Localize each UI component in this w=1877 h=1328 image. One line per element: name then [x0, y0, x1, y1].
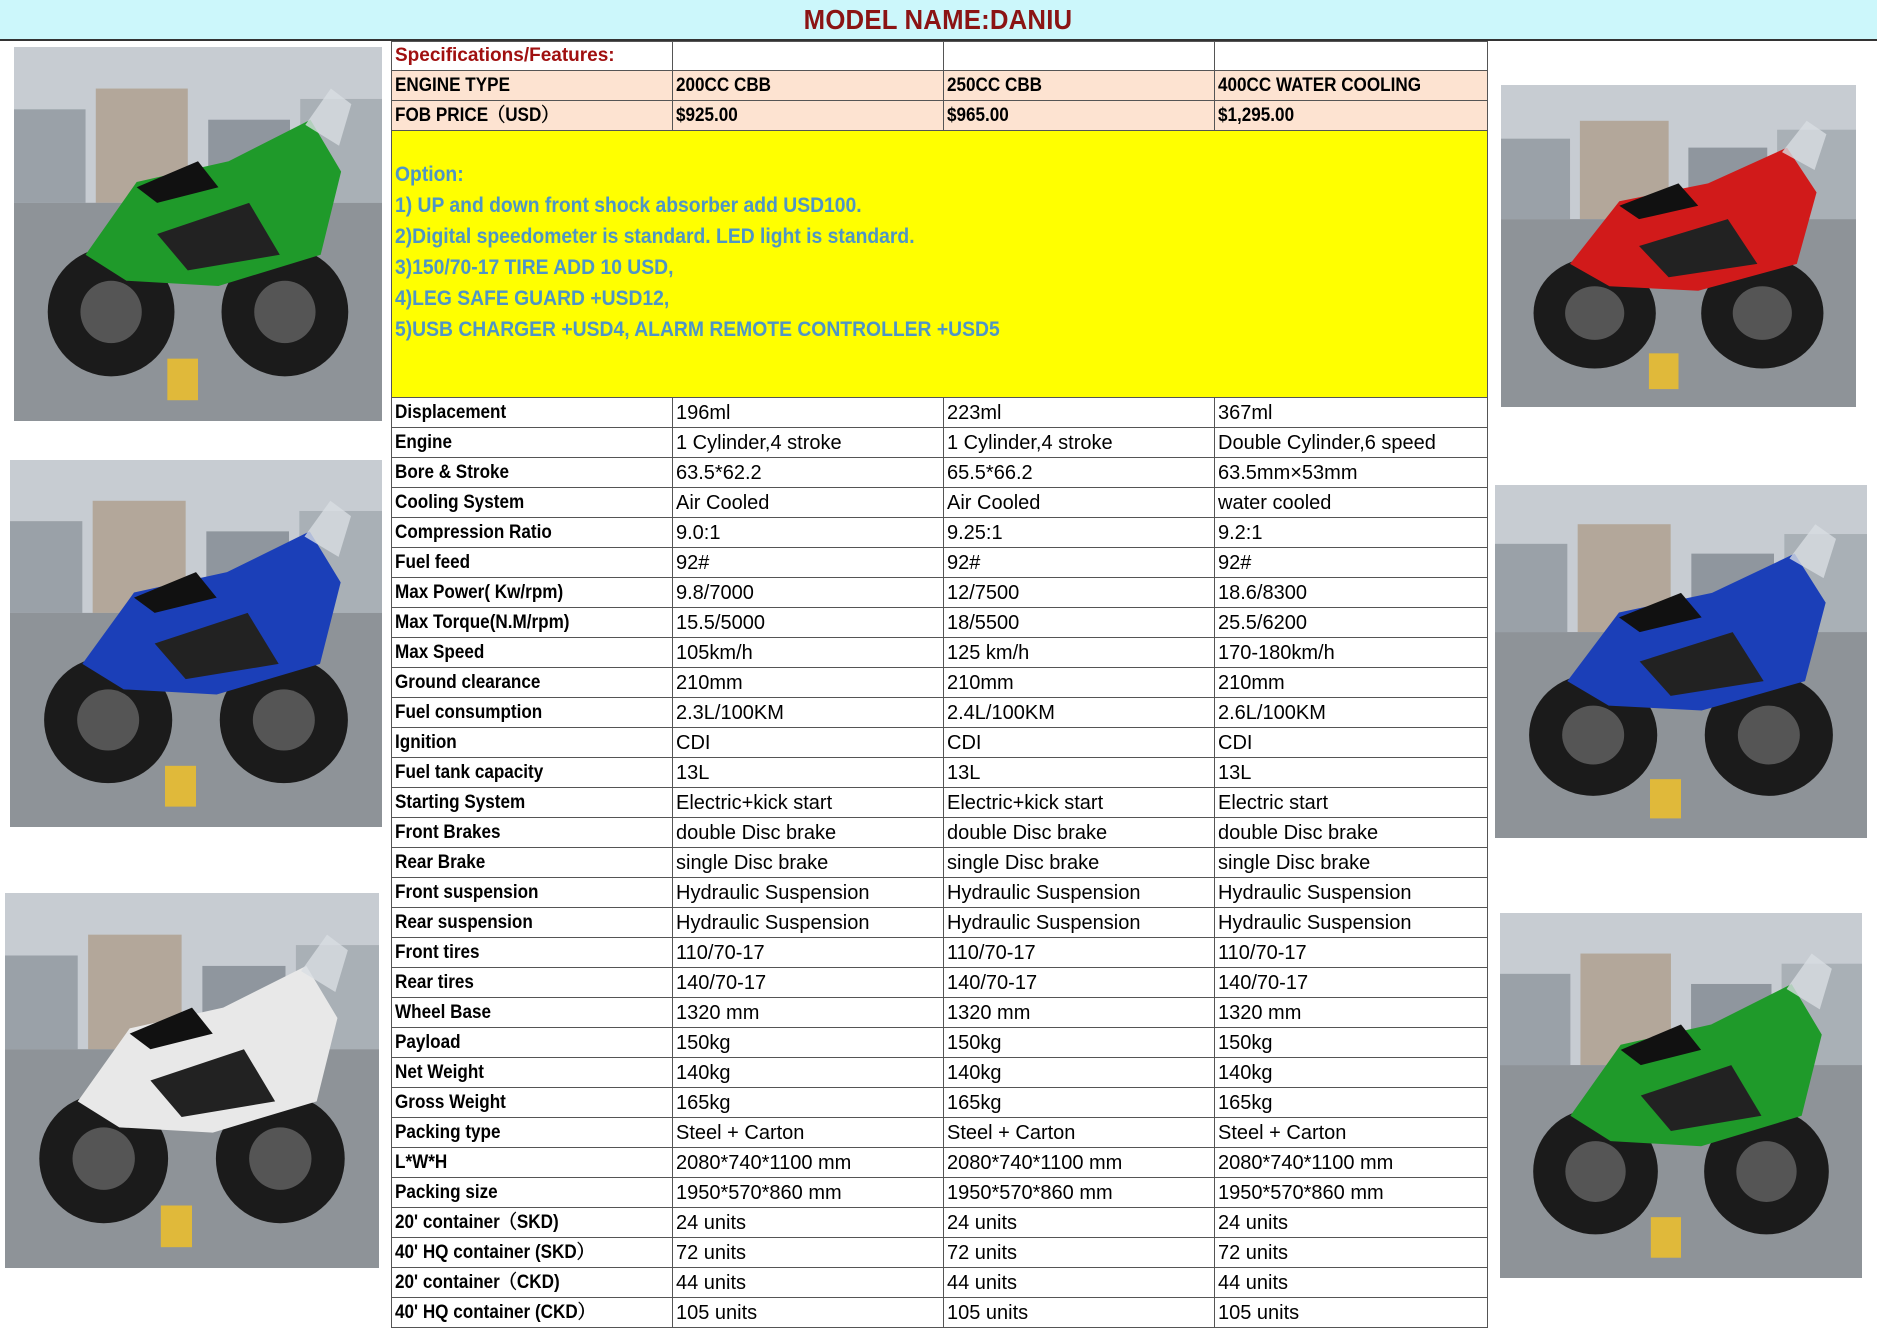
- spec-label: 20' container（CKD): [395, 1272, 560, 1293]
- spec-value: 210mm: [944, 668, 1215, 698]
- spec-value: 210mm: [673, 668, 944, 698]
- spec-value: 13L: [1215, 758, 1488, 788]
- spec-row: [392, 458, 1488, 488]
- title-bar: [0, 0, 1877, 41]
- spec-value: 165kg: [944, 1088, 1215, 1118]
- spec-label: Packing size: [395, 1182, 498, 1203]
- spec-value: 9.25:1: [944, 518, 1215, 548]
- spec-value: 150kg: [1215, 1028, 1488, 1058]
- spec-row: [392, 578, 1488, 608]
- spec-label: Front Brakes: [395, 822, 501, 843]
- spec-value: 165kg: [1215, 1088, 1488, 1118]
- spec-label: Gross Weight: [395, 1092, 506, 1113]
- spec-value: 140kg: [1215, 1058, 1488, 1088]
- spec-value: double Disc brake: [673, 818, 944, 848]
- spec-value: 9.8/7000: [673, 578, 944, 608]
- spec-value: 196ml: [673, 398, 944, 428]
- spec-label: Ground clearance: [395, 672, 541, 693]
- spec-value: Hydraulic Suspension: [944, 908, 1215, 938]
- spec-label: Bore & Stroke: [395, 462, 510, 483]
- spec-value: Steel + Carton: [673, 1118, 944, 1148]
- spec-label: 40' HQ container (CKD）: [395, 1302, 595, 1323]
- spec-value: Hydraulic Suspension: [1215, 908, 1488, 938]
- spec-row: [392, 968, 1488, 998]
- motorcycle-image: [5, 893, 379, 1268]
- option-line: 1) UP and down front shock absorber add USD100.: [395, 194, 862, 217]
- spec-row: [392, 518, 1488, 548]
- spec-value: 44 units: [673, 1268, 944, 1298]
- spec-value: 2.3L/100KM: [673, 698, 944, 728]
- spec-row: [392, 998, 1488, 1028]
- spec-value: double Disc brake: [1215, 818, 1488, 848]
- spec-value: 150kg: [673, 1028, 944, 1058]
- spec-row: [392, 548, 1488, 578]
- spec-row: [392, 1178, 1488, 1208]
- spec-row: [392, 788, 1488, 818]
- spec-value: Double Cylinder,6 speed: [1215, 428, 1488, 458]
- spec-value: double Disc brake: [944, 818, 1215, 848]
- motorcycle-image: [1495, 485, 1867, 838]
- spec-value: 1 Cylinder,4 stroke: [673, 428, 944, 458]
- spec-value: 2.6L/100KM: [1215, 698, 1488, 728]
- spec-row: [392, 728, 1488, 758]
- options-block: [392, 131, 1488, 398]
- spec-label: Packing type: [395, 1122, 501, 1143]
- spec-value: 110/70-17: [673, 938, 944, 968]
- spec-value: 1 Cylinder,4 stroke: [944, 428, 1215, 458]
- option-line: 2)Digital speedometer is standard. LED light is standard.: [395, 225, 915, 248]
- spec-value: 63.5mm×53mm: [1215, 458, 1488, 488]
- spec-label: Fuel feed: [395, 552, 471, 573]
- spec-value: CDI: [673, 728, 944, 758]
- spec-row: [392, 1058, 1488, 1088]
- spec-label: Starting System: [395, 792, 526, 813]
- spec-label: Cooling System: [395, 492, 525, 513]
- spec-value: 18/5500: [944, 608, 1215, 638]
- spec-row: [392, 908, 1488, 938]
- spec-value: Hydraulic Suspension: [673, 878, 944, 908]
- spec-value: Electric+kick start: [673, 788, 944, 818]
- photo-white-left: [5, 893, 379, 1268]
- photo-red-right: [1501, 85, 1856, 407]
- engine-type-row: [392, 71, 1488, 101]
- spec-row: [392, 848, 1488, 878]
- photo-blue-right: [1495, 485, 1867, 838]
- spec-value: 1320 mm: [944, 998, 1215, 1028]
- spec-row: [392, 398, 1488, 428]
- spec-label: Wheel Base: [395, 1002, 491, 1023]
- spec-label: Front suspension: [395, 882, 539, 903]
- spec-value: 44 units: [944, 1268, 1215, 1298]
- spec-value: 9.0:1: [673, 518, 944, 548]
- spec-value: Steel + Carton: [1215, 1118, 1488, 1148]
- spec-value: 1320 mm: [1215, 998, 1488, 1028]
- spec-value: 105 units: [1215, 1298, 1488, 1328]
- spec-label: 40' HQ container (SKD）: [395, 1242, 594, 1263]
- spec-value: 105 units: [673, 1298, 944, 1328]
- motorcycle-image: [1501, 85, 1856, 407]
- spec-label: Max Torque(N.M/rpm): [395, 612, 570, 633]
- spec-value: 170-180km/h: [1215, 638, 1488, 668]
- option-line: 4)LEG SAFE GUARD +USD12,: [395, 287, 670, 310]
- spec-value: 12/7500: [944, 578, 1215, 608]
- spec-label: L*W*H: [395, 1152, 448, 1173]
- spec-row: [392, 638, 1488, 668]
- spec-value: 24 units: [1215, 1208, 1488, 1238]
- spec-value: 150kg: [944, 1028, 1215, 1058]
- spec-value: 63.5*62.2: [673, 458, 944, 488]
- fob-price-200: $925.00: [676, 105, 738, 126]
- spec-row: [392, 608, 1488, 638]
- spec-value: 223ml: [944, 398, 1215, 428]
- spec-value: 92#: [673, 548, 944, 578]
- spec-label: Displacement: [395, 402, 507, 423]
- spec-row: [392, 1118, 1488, 1148]
- spec-row: [392, 1028, 1488, 1058]
- spec-value: 18.6/8300: [1215, 578, 1488, 608]
- spec-row: [392, 1298, 1488, 1328]
- spec-value: single Disc brake: [673, 848, 944, 878]
- spec-value: 1320 mm: [673, 998, 944, 1028]
- spec-row: [392, 758, 1488, 788]
- spec-label: Rear tires: [395, 972, 474, 993]
- option-line: 3)150/70-17 TIRE ADD 10 USD,: [395, 256, 674, 279]
- spec-row: [392, 698, 1488, 728]
- spec-value: 1950*570*860 mm: [673, 1178, 944, 1208]
- spec-value: 2080*740*1100 mm: [673, 1148, 944, 1178]
- spec-value: 15.5/5000: [673, 608, 944, 638]
- spec-row: [392, 1268, 1488, 1298]
- spec-value: 25.5/6200: [1215, 608, 1488, 638]
- spec-value: 13L: [944, 758, 1215, 788]
- spec-value: Electric start: [1215, 788, 1488, 818]
- spec-value: 210mm: [1215, 668, 1488, 698]
- fob-price-250: $965.00: [947, 105, 1009, 126]
- motorcycle-image: [1500, 913, 1862, 1278]
- spec-value: 140kg: [673, 1058, 944, 1088]
- spec-value: 125 km/h: [944, 638, 1215, 668]
- spec-title: Specifications/Features:: [392, 42, 673, 71]
- spec-label: Payload: [395, 1032, 461, 1053]
- spec-row: [392, 1088, 1488, 1118]
- photo-green-right: [1500, 913, 1862, 1278]
- spec-value: 92#: [1215, 548, 1488, 578]
- spec-row: [392, 818, 1488, 848]
- spec-value: 24 units: [944, 1208, 1215, 1238]
- spec-value: 110/70-17: [944, 938, 1215, 968]
- spec-value: 2080*740*1100 mm: [1215, 1148, 1488, 1178]
- spec-label: Fuel tank capacity: [395, 762, 544, 783]
- spec-value: Hydraulic Suspension: [1215, 878, 1488, 908]
- spec-label: Net Weight: [395, 1062, 484, 1083]
- spec-value: 140/70-17: [673, 968, 944, 998]
- spec-label: Rear Brake: [395, 852, 486, 873]
- fob-price-400: $1,295.00: [1218, 105, 1295, 126]
- engine-type-label: ENGINE TYPE: [395, 75, 510, 96]
- spec-value: 2.4L/100KM: [944, 698, 1215, 728]
- spec-value: 24 units: [673, 1208, 944, 1238]
- spec-label: Ignition: [395, 732, 457, 753]
- spec-row: [392, 1208, 1488, 1238]
- spec-row: [392, 1148, 1488, 1178]
- spec-value: 72 units: [673, 1238, 944, 1268]
- fob-price-row: [392, 101, 1488, 131]
- spec-label: Front tires: [395, 942, 480, 963]
- spec-value: Hydraulic Suspension: [944, 878, 1215, 908]
- spec-value: 1950*570*860 mm: [944, 1178, 1215, 1208]
- spec-value: Steel + Carton: [944, 1118, 1215, 1148]
- spec-value: 92#: [944, 548, 1215, 578]
- spec-value: single Disc brake: [1215, 848, 1488, 878]
- spec-label: Compression Ratio: [395, 522, 552, 543]
- fob-price-label: FOB PRICE（USD）: [395, 105, 559, 126]
- spec-value: Air Cooled: [944, 488, 1215, 518]
- spec-value: 165kg: [673, 1088, 944, 1118]
- engine-type-400: 400CC WATER COOLING: [1218, 75, 1422, 96]
- engine-type-200: 200CC CBB: [676, 75, 772, 96]
- spec-value: CDI: [944, 728, 1215, 758]
- spec-label: Rear suspension: [395, 912, 533, 933]
- options-row: [392, 131, 1488, 398]
- spec-value: 140/70-17: [1215, 968, 1488, 998]
- spec-row: [392, 938, 1488, 968]
- spec-value: 140/70-17: [944, 968, 1215, 998]
- spec-value: 9.2:1: [1215, 518, 1488, 548]
- spec-label: Max Speed: [395, 642, 485, 663]
- spec-value: 367ml: [1215, 398, 1488, 428]
- spec-label: Engine: [395, 432, 453, 453]
- spec-value: 140kg: [944, 1058, 1215, 1088]
- spec-label: 20' container（SKD): [395, 1212, 559, 1233]
- spec-label: Fuel consumption: [395, 702, 543, 723]
- spec-value: 105 units: [944, 1298, 1215, 1328]
- spec-value: 72 units: [944, 1238, 1215, 1268]
- spec-value: 1950*570*860 mm: [1215, 1178, 1488, 1208]
- spec-row: [392, 1238, 1488, 1268]
- motorcycle-image: [14, 47, 382, 421]
- spec-value: Air Cooled: [673, 488, 944, 518]
- spec-table: [391, 41, 1488, 1328]
- spec-value: single Disc brake: [944, 848, 1215, 878]
- spec-header-row: [392, 42, 1488, 71]
- spec-row: [392, 488, 1488, 518]
- spec-value: 2080*740*1100 mm: [944, 1148, 1215, 1178]
- spec-value: 110/70-17: [1215, 938, 1488, 968]
- spec-value: Electric+kick start: [944, 788, 1215, 818]
- motorcycle-image: [10, 460, 382, 827]
- spec-value: 65.5*66.2: [944, 458, 1215, 488]
- photo-green-left: [14, 47, 382, 421]
- spec-value: CDI: [1215, 728, 1488, 758]
- spec-value: water cooled: [1215, 488, 1488, 518]
- option-line: Option:: [395, 163, 464, 186]
- spec-value: 44 units: [1215, 1268, 1488, 1298]
- spec-value: 72 units: [1215, 1238, 1488, 1268]
- page-title: MODEL NAME:DANIU: [804, 3, 1073, 35]
- spec-value: 105km/h: [673, 638, 944, 668]
- spec-label: Max Power( Kw/rpm): [395, 582, 564, 603]
- spec-row: [392, 668, 1488, 698]
- spec-value: 13L: [673, 758, 944, 788]
- spec-value: Hydraulic Suspension: [673, 908, 944, 938]
- spec-row: [392, 878, 1488, 908]
- spec-row: [392, 428, 1488, 458]
- option-line: 5)USB CHARGER +USD4, ALARM REMOTE CONTROLLER +USD5: [395, 318, 1000, 341]
- photo-blue-left: [10, 460, 382, 827]
- engine-type-250: 250CC CBB: [947, 75, 1043, 96]
